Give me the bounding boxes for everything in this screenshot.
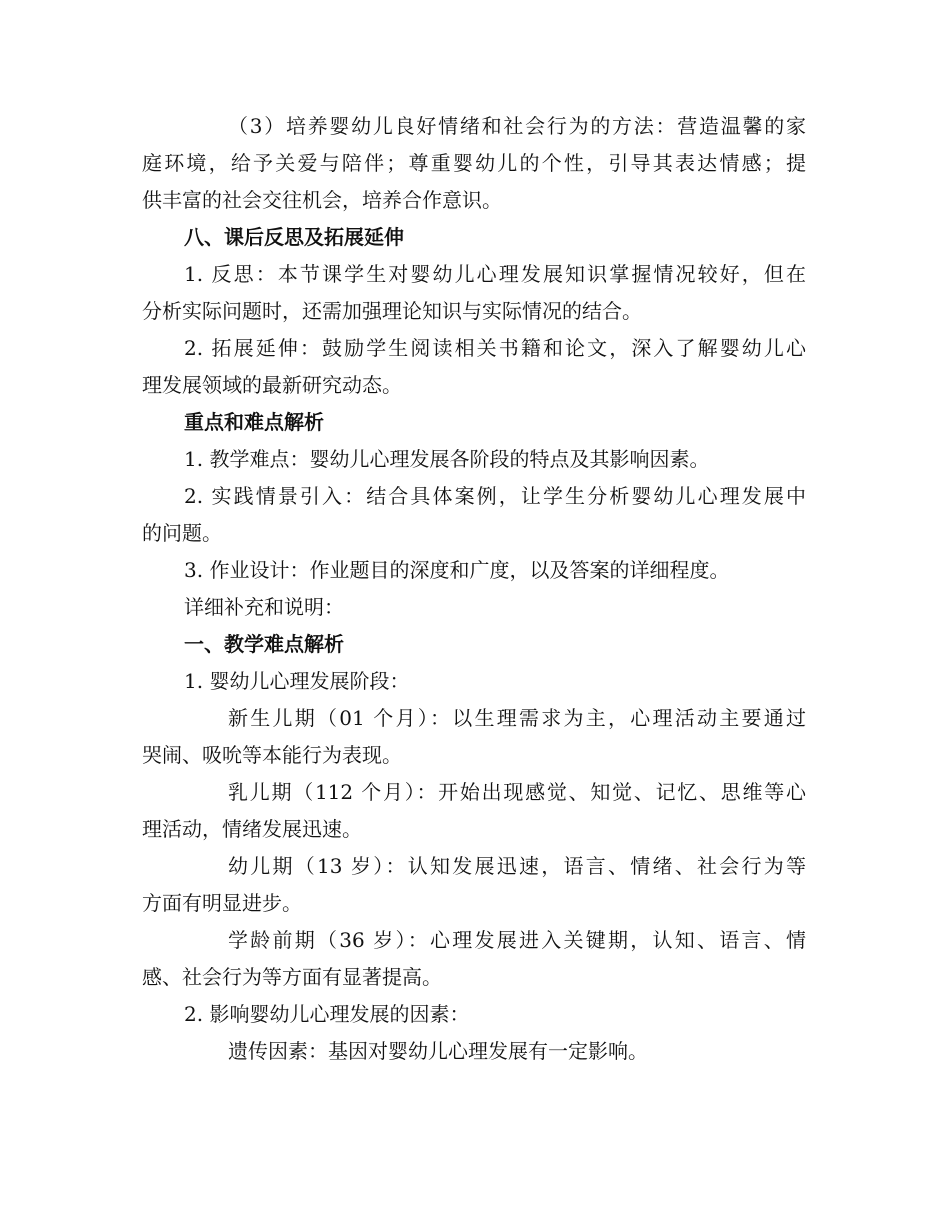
text-line: 2. 实践情景引入：结合具体案例，让学生分析婴幼儿心理发展中 [184,484,806,508]
text-line: 幼儿期（13 岁）：认知发展迅速，语言、情绪、社会行为等 [228,854,806,878]
text-line: 学龄前期（36 岁）：心理发展进入关键期，认知、语言、情 [228,928,806,952]
text-line: （3）培养婴幼儿良好情绪和社会行为的方法：营造温馨的家 [228,114,806,138]
section-heading: 八、课后反思及拓展延伸 [184,225,404,249]
text-line: 3. 作业设计：作业题目的深度和广度，以及答案的详细程度。 [184,558,730,582]
text-line: 感、社会行为等方面有显著提高。 [142,965,442,989]
text-line: 方面有明显进步。 [142,891,302,915]
text-line: 1. 教学难点：婴幼儿心理发展各阶段的特点及其影响因素。 [184,447,710,471]
text-line: 分析实际问题时，还需加强理论知识与实际情况的结合。 [142,299,642,323]
text-line: 详细补充和说明： [184,595,344,619]
text-line: 庭环境，给予关爱与陪伴；尊重婴幼儿的个性，引导其表达情感；提 [142,151,806,175]
section-heading: 重点和难点解析 [184,410,324,434]
text-line: 理发展领域的最新研究动态。 [142,373,402,397]
section-heading: 一、教学难点解析 [184,632,344,656]
text-line: 2. 拓展延伸：鼓励学生阅读相关书籍和论文，深入了解婴幼儿心 [184,336,806,360]
text-line: 遗传因素：基因对婴幼儿心理发展有一定影响。 [228,1039,648,1063]
document-page [142,108,806,1070]
text-line: 1. 反思：本节课学生对婴幼儿心理发展知识掌握情况较好，但在 [184,262,806,286]
text-line: 新生儿期（01 个月）：以生理需求为主，心理活动主要通过 [228,706,806,730]
text-line: 1. 婴幼儿心理发展阶段： [184,669,410,693]
text-line: 供丰富的社会交往机会，培养合作意识。 [142,188,502,212]
text-line: 2. 影响婴幼儿心理发展的因素： [184,1002,470,1026]
text-line: 哭闹、吸吮等本能行为表现。 [142,743,402,767]
text-line: 乳儿期（112 个月）：开始出现感觉、知觉、记忆、思维等心 [228,780,806,804]
text-line: 理活动，情绪发展迅速。 [142,817,362,841]
text-line: 的问题。 [142,521,222,545]
